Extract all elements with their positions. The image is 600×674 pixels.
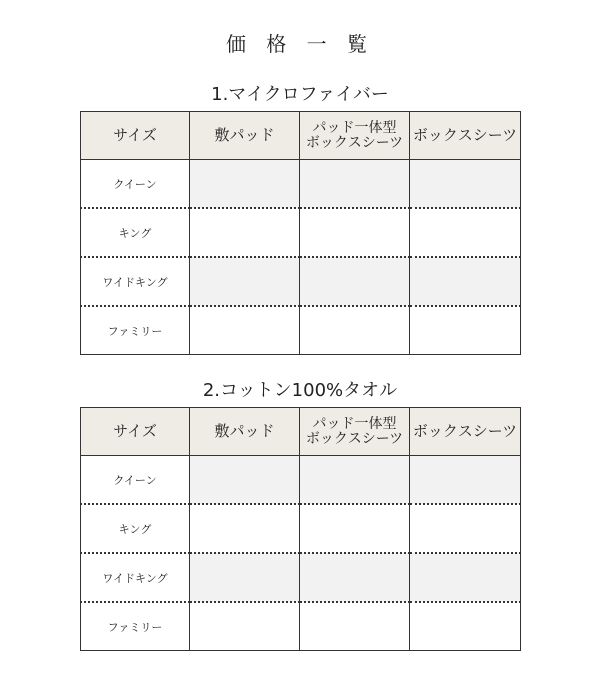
table-row xyxy=(81,306,521,355)
price-cell-box-sheet xyxy=(410,553,521,602)
price-cell-pad xyxy=(190,160,300,209)
table-row xyxy=(81,257,521,306)
size-cell: キング xyxy=(81,208,190,257)
table-row xyxy=(81,208,521,257)
header-box-sheet: ボックスシーツ xyxy=(410,112,521,160)
page-title: 価 格 一 覧 xyxy=(225,32,375,56)
header-pad-sheet-line2: ボックスシーツ xyxy=(305,430,404,447)
section-title-cotton-towel: 2.コットン100%タオル xyxy=(202,380,398,401)
price-cell-box-sheet xyxy=(410,257,521,306)
price-cell-pad-sheet xyxy=(300,160,410,209)
table-header-row xyxy=(81,112,521,160)
header-pad: 敷パッド xyxy=(190,408,300,456)
size-cell: ファミリー xyxy=(81,306,190,355)
price-cell-pad-sheet xyxy=(300,602,410,651)
size-cell: ファミリー xyxy=(81,602,190,651)
size-cell: ワイドキング xyxy=(81,257,190,306)
price-cell-pad xyxy=(190,553,300,602)
table-row xyxy=(81,456,521,505)
price-cell-pad xyxy=(190,602,300,651)
price-cell-box-sheet xyxy=(410,456,521,505)
price-cell-box-sheet xyxy=(410,160,521,209)
price-cell-pad-sheet xyxy=(300,208,410,257)
section-title-microfiber: 1.マイクロファイバー xyxy=(211,84,389,105)
price-cell-box-sheet xyxy=(410,602,521,651)
price-table-microfiber xyxy=(80,111,521,355)
table-row xyxy=(81,160,521,209)
price-cell-pad xyxy=(190,456,300,505)
header-box-sheet: ボックスシーツ xyxy=(410,408,521,456)
price-cell-pad-sheet xyxy=(300,553,410,602)
header-pad-sheet-line2: ボックスシーツ xyxy=(305,134,404,151)
header-pad-sheet xyxy=(300,408,410,456)
price-cell-box-sheet xyxy=(410,504,521,553)
header-pad: 敷パッド xyxy=(190,112,300,160)
table-row xyxy=(81,553,521,602)
price-cell-pad-sheet xyxy=(300,257,410,306)
table-header-row xyxy=(81,408,521,456)
table-row xyxy=(81,602,521,651)
header-pad-sheet-line1: パッド一体型 xyxy=(312,119,397,136)
size-cell: クイーン xyxy=(81,456,190,505)
table-row xyxy=(81,504,521,553)
price-cell-pad-sheet xyxy=(300,504,410,553)
header-pad-sheet-line1: パッド一体型 xyxy=(312,415,397,432)
header-size: サイズ xyxy=(81,408,190,456)
size-cell: キング xyxy=(81,504,190,553)
price-cell-pad-sheet xyxy=(300,456,410,505)
header-size: サイズ xyxy=(81,112,190,160)
price-cell-pad xyxy=(190,257,300,306)
price-cell-pad xyxy=(190,504,300,553)
size-cell: ワイドキング xyxy=(81,553,190,602)
price-cell-pad-sheet xyxy=(300,306,410,355)
size-cell: クイーン xyxy=(81,160,190,209)
price-cell-box-sheet xyxy=(410,306,521,355)
price-table-cotton-towel xyxy=(80,407,521,651)
price-cell-box-sheet xyxy=(410,208,521,257)
header-pad-sheet xyxy=(300,112,410,160)
price-cell-pad xyxy=(190,208,300,257)
price-cell-pad xyxy=(190,306,300,355)
